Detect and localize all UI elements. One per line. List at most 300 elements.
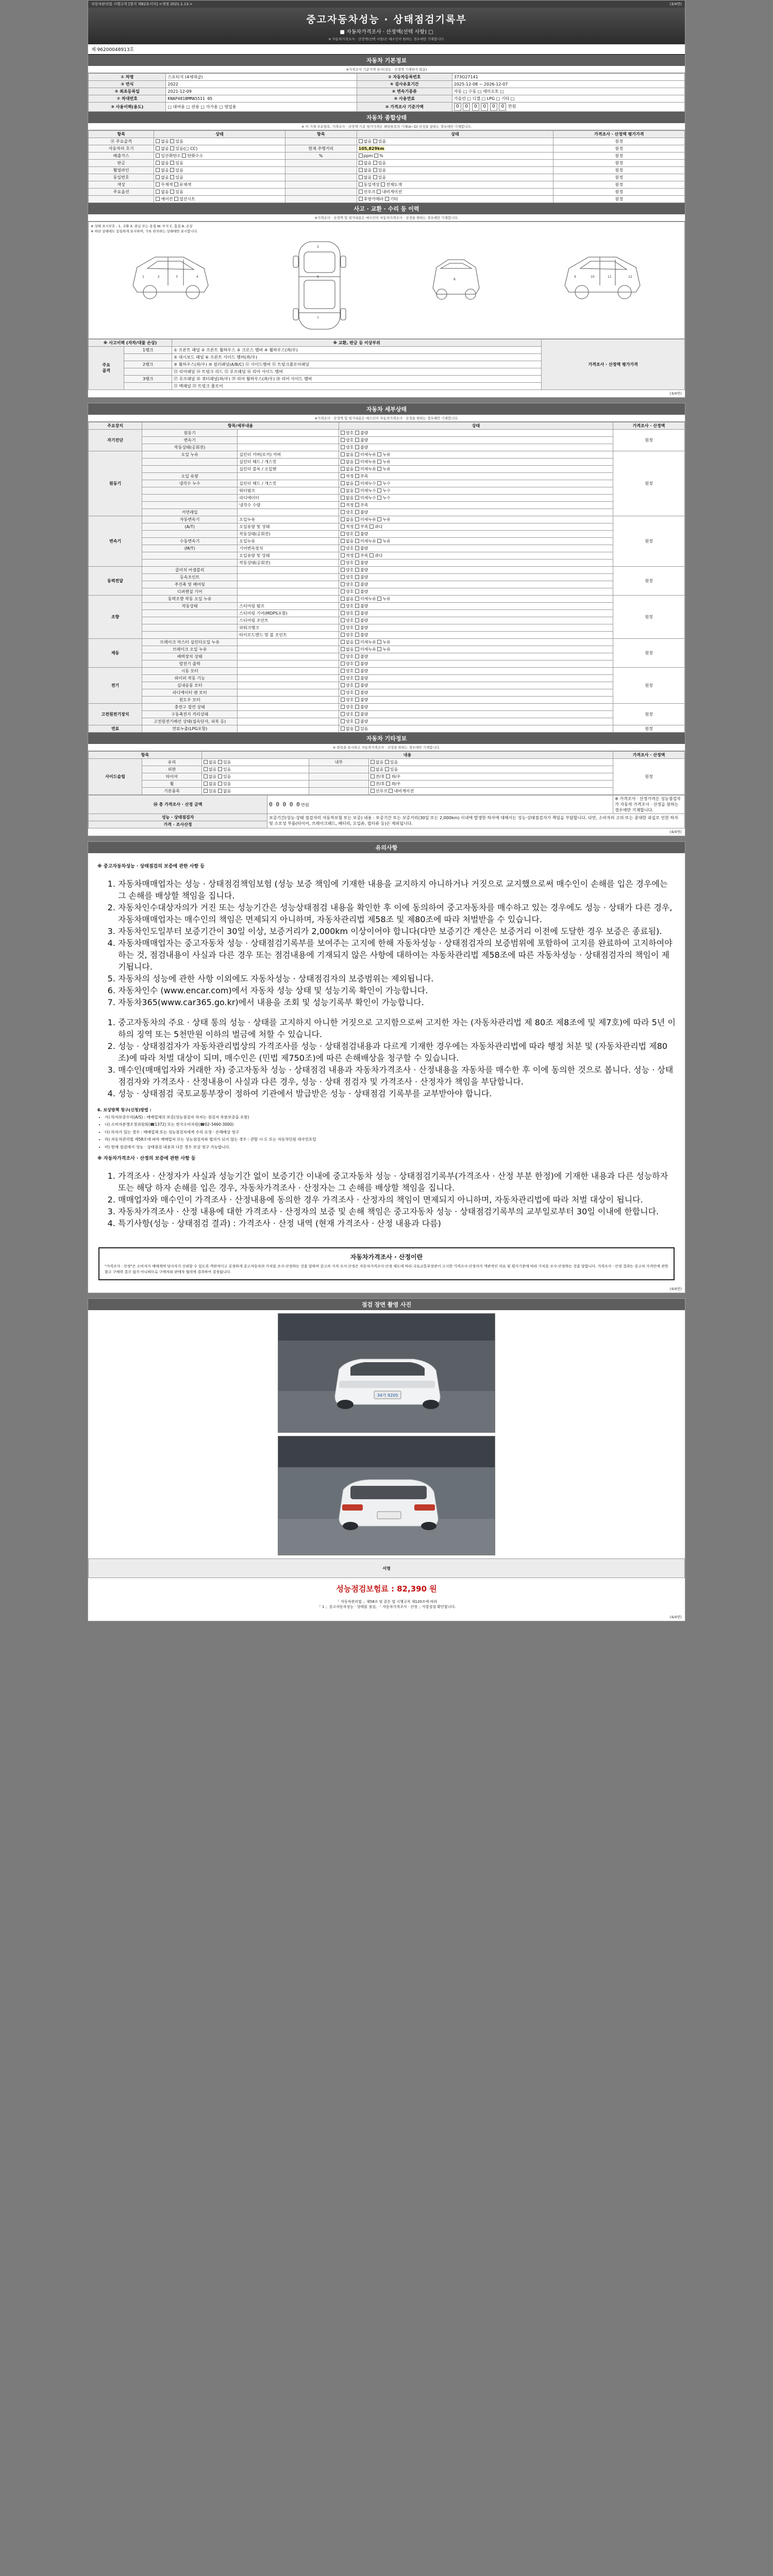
detail-sub-2-5: 오일유량 및 상태 bbox=[238, 552, 339, 559]
overall-state2-1[interactable]: 105,829km bbox=[357, 145, 553, 152]
overall-state-6[interactable]: 무채색 유채색 bbox=[154, 181, 285, 189]
signature-table bbox=[88, 1558, 685, 1578]
detail-item-2-2 bbox=[142, 530, 238, 537]
overall-state2-4[interactable]: 없음 있음 bbox=[357, 167, 553, 174]
etc-item-4: 기본품목 bbox=[142, 787, 202, 794]
etc-state-4[interactable]: 있음 없음 bbox=[201, 787, 309, 794]
overall-state2-2[interactable]: ppm % bbox=[357, 152, 553, 160]
notice-item-c-1: 2. 매매업자와 매수인이 가격조사 · 산정내용에 동의한 경우 가격조사 · 산정자의 책임이 면제되지 아니하며, 자동차관리법에 따라 처벌 대상이 됩니다. bbox=[118, 1193, 676, 1205]
digit-box-0: 0 bbox=[454, 103, 461, 111]
accident-history-title: ※ 사고이력 (자차/대물 손상) bbox=[89, 339, 172, 346]
col-header-price: 가격조사 · 산정액 bbox=[613, 422, 685, 429]
detail-state-1-2[interactable]: 없음 미세누유 누유 bbox=[339, 465, 613, 472]
col-header-2: 항목 bbox=[285, 131, 357, 138]
car-front-diagram bbox=[425, 236, 487, 314]
overall-state2-8[interactable]: 후방카메라 기타 bbox=[357, 196, 553, 203]
table-row bbox=[89, 509, 685, 516]
table-row bbox=[89, 451, 685, 458]
overall-item2-2: % bbox=[285, 152, 357, 160]
digit-box-3: 0 bbox=[481, 103, 488, 111]
section-etc-bar: 자동차 기타정보 bbox=[88, 733, 685, 744]
overall-item2-7 bbox=[285, 189, 357, 196]
etc-item-1: 외판 bbox=[142, 766, 202, 773]
detail-state-1-4[interactable]: 없음 미세누수 누수 bbox=[339, 480, 613, 487]
detail-state-3-1[interactable]: 양호 불량 bbox=[339, 573, 613, 581]
detail-item-6-4: 윈도우 모터 bbox=[142, 696, 238, 703]
detail-state-2-3[interactable]: 없음 미세누유 누유 bbox=[339, 537, 613, 545]
detail-item-7-1: 구동축전지 격리상태 bbox=[142, 710, 238, 718]
etc-state2-0[interactable]: 없음 있음 bbox=[368, 758, 613, 766]
detail-state-1-5[interactable]: 없음 미세누수 누수 bbox=[339, 487, 613, 494]
svg-text:6: 6 bbox=[317, 275, 320, 279]
detail-state-3-2[interactable]: 양호 불량 bbox=[339, 581, 613, 588]
detail-state-1-6[interactable]: 없음 미세누수 누수 bbox=[339, 494, 613, 501]
detail-sub-2-2: 작동상태(공회전) bbox=[238, 530, 339, 537]
legal-footer-line2: 「 1 」중고자동차성능 · 상태를 점검, 「 자동차가격조사 · 산정 」사항검검 확인합니다. bbox=[317, 1605, 456, 1609]
overall-state2-6[interactable]: 동일색상 전체도색 bbox=[357, 181, 553, 189]
section-detail-bar: 자동차 세부상태 bbox=[88, 403, 685, 415]
frame-items-1: ⑤ 대시보드 패널 ⑥ 프론트 사이드 멤버(좌/우) bbox=[172, 353, 541, 361]
svg-text:2: 2 bbox=[157, 275, 160, 279]
unit-label: 만원 bbox=[508, 104, 516, 109]
etc-state-1[interactable]: 없음 있음 bbox=[201, 766, 309, 773]
table-row bbox=[89, 787, 685, 794]
notice-item-4: 5. 자동차의 성능에 관한 사항 이외에도 자동차성능 · 상태점검자의 보증범위는 제외됩니다. bbox=[118, 972, 676, 984]
overall-state-4[interactable]: 없음 있음 bbox=[154, 167, 285, 174]
document-title: 중고자동차성능 · 상태점검기록부 bbox=[306, 14, 467, 25]
overall-item-2: 배출가스 bbox=[89, 152, 154, 160]
table-row bbox=[89, 689, 685, 696]
detail-state-2-5[interactable]: 적정 부족 과다 bbox=[339, 552, 613, 559]
detail-group-7: 고전원전기장치 bbox=[89, 703, 142, 725]
overall-state-0[interactable]: 없음 있음 bbox=[154, 138, 285, 145]
etc-item-2: 타이어 bbox=[142, 773, 202, 780]
notice-list-1 bbox=[97, 877, 676, 1008]
overall-state2-7[interactable]: 선루프 내비게이션 bbox=[357, 189, 553, 196]
detail-item-5-3: 발전기 출력 bbox=[142, 660, 238, 667]
detail-price-3: 원정 bbox=[613, 566, 685, 595]
inspection-photo-rear bbox=[278, 1436, 495, 1555]
detail-item-0-0: 원동기 bbox=[142, 429, 238, 436]
claim-item-4: • 마) 현재 점검에서 성능 · 상태점검 내용과 다른 경우 보상 청구 가능합니다. bbox=[105, 1144, 676, 1150]
total-unit: 만원 bbox=[301, 802, 309, 807]
detail-state-2-0[interactable]: 없음 미세누유 누유 bbox=[339, 516, 613, 523]
detail-item-6-3: 라디에이터 팬 모터 bbox=[142, 689, 238, 696]
detail-item-2-4: (M/T) bbox=[142, 545, 238, 552]
detail-item-2-3: 수동변속기 bbox=[142, 537, 238, 545]
total-price-table bbox=[88, 795, 685, 828]
notice-item-b-1: 2. 성능 · 상태점검자가 자동차관리법상의 가격조사를 성능 · 상태점검내용과 다르게 기재한 경우에는 자동차관리법에 따라 행정 처분 및 (자동차관리법 제80조)에 따라 처벌 대상이 되며, 매수인은 (민법 제750조)에 따른 손해배상을 청구할 수 있습니다. bbox=[118, 1040, 676, 1063]
detail-state-5-2[interactable]: 양호 불량 bbox=[339, 653, 613, 660]
signature-label: 서명 bbox=[89, 1559, 685, 1578]
etc-state2-2[interactable]: 전/후 좌/우 bbox=[368, 773, 613, 780]
car-diagram-group bbox=[91, 234, 682, 336]
detail-sub-1-0: 실린더 커버(로커) 커버 bbox=[238, 451, 339, 458]
price-survey-definition-box bbox=[98, 1247, 675, 1280]
svg-text:10: 10 bbox=[591, 275, 595, 279]
detail-sub-1-4: 실린더 헤드 / 개스킷 bbox=[238, 480, 339, 487]
detail-state-table bbox=[88, 422, 685, 733]
col-header-0: 항목 bbox=[89, 131, 154, 138]
overall-price-3: 원정 bbox=[553, 160, 685, 167]
notice-item-b-3: 4. 성능 · 상태점검 국토교통부장이 정하여 기관에서 발급받은 성능 · 상태점검 기록부를 교부받아야 합니다. bbox=[118, 1087, 676, 1099]
table-row bbox=[89, 758, 685, 766]
overall-item-4: 휠얼라인 bbox=[89, 167, 154, 174]
sheet-detail bbox=[88, 403, 685, 836]
detail-state-3-3[interactable]: 양호 불량 bbox=[339, 588, 613, 595]
claim-item-3: • 라) 자동차관리법 제58조에 따라 매매업자 또는 성능점검자와 협의가 되지 않는 경우 : 관할 시·도 또는 자동차민원 대국민포털 bbox=[105, 1137, 676, 1143]
overall-state2-5[interactable]: 없음 있음 bbox=[357, 174, 553, 181]
detail-item-3-3: 디퍼렌셜 기어 bbox=[142, 588, 238, 595]
overall-item2-5 bbox=[285, 174, 357, 181]
notice-list-3 bbox=[97, 1170, 676, 1229]
detail-sub-6-0 bbox=[238, 667, 339, 674]
digit-box-4: 0 bbox=[490, 103, 497, 111]
field-value-regnum: 373O27141 bbox=[452, 74, 684, 81]
definition-title: 자동차가격조사 · 산정이란 bbox=[350, 1253, 423, 1261]
field-label-firstreg: ⑤ 최초등록일 bbox=[89, 88, 166, 95]
table-row bbox=[89, 624, 685, 631]
frame-rank-2: 2랭크 bbox=[124, 361, 172, 368]
fee-label-2: 가격 · 조사산정 bbox=[89, 821, 267, 828]
sheet4-page-foot: (4/4면) bbox=[669, 1615, 682, 1619]
detail-state-8-0[interactable]: 없음 있음 bbox=[339, 725, 613, 732]
detail-state-5-0[interactable]: 없음 미세누유 누유 bbox=[339, 638, 613, 646]
notice-item-b-0: 1. 중고자동차의 주요 · 상태 통의 성능 · 상태를 고지하지 아니한 거짓으로 고지함으로써 고지한 자는 (자동차관리법 제 80조 제8조에 및 제7호)에 따라 5년 이하의 징역 또는 5천만원 이하의 벌금에 처할 수 있습니다. bbox=[118, 1016, 676, 1040]
table-header-row bbox=[89, 131, 685, 138]
table-row bbox=[89, 152, 685, 160]
detail-item-8-0: 연료누출(LPG포함) bbox=[142, 725, 238, 732]
detail-state-4-1[interactable]: 양호 불량 bbox=[339, 602, 613, 609]
table-row bbox=[89, 429, 685, 436]
table-row bbox=[89, 145, 685, 152]
fee-label: 성능점검보험료 : bbox=[336, 1584, 395, 1594]
detail-price-7: 원정 bbox=[613, 703, 685, 725]
svg-text:1: 1 bbox=[142, 275, 144, 279]
detail-state-6-3[interactable]: 양호 불량 bbox=[339, 689, 613, 696]
table-row bbox=[89, 160, 685, 167]
detail-state-5-3[interactable]: 양호 불량 bbox=[339, 660, 613, 667]
overall-state-1[interactable]: 없음 있음(□ CC) bbox=[154, 145, 285, 152]
frame-rank-1 bbox=[124, 353, 172, 361]
notice-body bbox=[88, 853, 685, 1242]
accident-history-table bbox=[88, 339, 685, 390]
etc-col-header-2: 가격조사 · 산정액 bbox=[613, 751, 685, 758]
detail-item-3-2: 추진축 및 베어링 bbox=[142, 581, 238, 588]
detail-sub-4-4: 파워크랭크 bbox=[238, 624, 339, 631]
section-accident-note: ※가격조사 · 산정액 및 평가내용은 매수인이 자동차가격조사 · 산정을 원하는 경우에만 기재합니다. bbox=[88, 214, 685, 222]
detail-item-7-0: 충전구 절연 상태 bbox=[142, 703, 238, 710]
etc-state2-3[interactable]: 전/후 좌/우 bbox=[368, 780, 613, 787]
detail-price-5: 원정 bbox=[613, 638, 685, 667]
detail-sub-4-0 bbox=[238, 595, 339, 602]
overall-item-1: 자동차의 호기 bbox=[89, 145, 154, 152]
section-detail-note: ※가격조사 · 산정액 및 평가내용은 매수인이 자동차가격조사 · 산정을 원하는 경우에만 기재합니다. bbox=[88, 415, 685, 422]
detail-state-1-3[interactable]: 적정 부족 bbox=[339, 472, 613, 480]
table-row bbox=[89, 74, 685, 81]
table-row bbox=[89, 480, 685, 487]
detail-state-1-8[interactable]: 양호 불량 bbox=[339, 509, 613, 516]
table-row bbox=[89, 494, 685, 501]
detail-item-1-0: 오일 누유 bbox=[142, 451, 238, 458]
table-row bbox=[89, 780, 685, 787]
detail-group-4: 조향 bbox=[89, 595, 142, 638]
svg-text:7: 7 bbox=[317, 316, 320, 320]
table-row bbox=[89, 339, 685, 346]
table-row bbox=[89, 196, 685, 203]
notice-list-2 bbox=[97, 1016, 676, 1099]
overall-table bbox=[88, 130, 685, 203]
detail-state-2-4[interactable]: 양호 불량 bbox=[339, 545, 613, 552]
overall-item2-0 bbox=[285, 138, 357, 145]
detail-state-1-7[interactable]: 적정 부족 bbox=[339, 501, 613, 509]
detail-state-1-1[interactable]: 없음 미세누유 누유 bbox=[339, 458, 613, 465]
detail-group-8: 연료 bbox=[89, 725, 142, 732]
diagram-legend-1: ※ 하단 상태에도 동일하게 표시하며, 기록 위치하는 상태에만 표시합니다. bbox=[91, 229, 198, 233]
detail-sub-6-3 bbox=[238, 689, 339, 696]
detail-state-3-0[interactable]: 양호 불량 bbox=[339, 566, 613, 573]
table-row bbox=[89, 530, 685, 537]
detail-sub-7-1 bbox=[238, 710, 339, 718]
detail-group-5: 제동 bbox=[89, 638, 142, 667]
detail-sub-4-3: 스티어링 조인트 bbox=[238, 617, 339, 624]
detail-state-2-2[interactable]: 양호 불량 bbox=[339, 530, 613, 537]
frame-items-2: ⑨ 휠하우스(좌/우) ⑩ 필러패널(A/B/C) ⑪ 사이드멤버 ⑫ 트렁크플로어패널 bbox=[172, 361, 541, 368]
detail-group-1: 원동기 bbox=[89, 451, 142, 516]
etc-state2-1[interactable]: 없음 있음 bbox=[368, 766, 613, 773]
svg-text:12: 12 bbox=[628, 275, 632, 279]
table-row bbox=[89, 696, 685, 703]
checkbox-usehist-0[interactable]: □ 대여용 bbox=[167, 105, 185, 109]
overall-state-3[interactable]: 없음 있음 bbox=[154, 160, 285, 167]
detail-item-0-1: 변속기 bbox=[142, 436, 238, 444]
detail-state-7-0[interactable]: 양호 불량 bbox=[339, 703, 613, 710]
detail-sub-1-7: 냉각수 수량 bbox=[238, 501, 339, 509]
overall-state-7[interactable]: 없음 있음 bbox=[154, 189, 285, 196]
etc-state2-4[interactable]: 선루프 내비게이션 bbox=[368, 787, 613, 794]
detail-state-0-0[interactable]: 양호 불량 bbox=[339, 429, 613, 436]
detail-state-6-4[interactable]: 양호 불량 bbox=[339, 696, 613, 703]
svg-text:11: 11 bbox=[608, 275, 612, 279]
detail-item-5-0: 브레이크 마스터 실린더오일 누유 bbox=[142, 638, 238, 646]
etc-state-3[interactable]: 없음 있음 bbox=[201, 780, 309, 787]
table-row bbox=[89, 552, 685, 559]
field-value-fuel: 가솔린 □ 디젤 □ LPG □ 기타 □ bbox=[452, 95, 684, 103]
detail-state-6-0[interactable]: 양호 불량 bbox=[339, 667, 613, 674]
table-row bbox=[89, 766, 685, 773]
fee-area bbox=[88, 1578, 685, 1599]
table-row bbox=[89, 81, 685, 88]
overall-price-0: 원정 bbox=[553, 138, 685, 145]
claim-method-head: 6. 보상방책 청구(신청)방법 : bbox=[97, 1107, 152, 1112]
legal-footer bbox=[88, 1599, 685, 1614]
digit-box-1: 0 bbox=[463, 103, 470, 111]
table-row bbox=[89, 1559, 685, 1578]
field-label-inspection: ④ 검사유효기간 bbox=[357, 81, 452, 88]
table-row bbox=[89, 609, 685, 617]
fee-unit: 원 bbox=[429, 1584, 437, 1594]
sheet1-page-foot: (3/4면) bbox=[669, 391, 682, 396]
detail-state-0-2[interactable]: 양호 불량 bbox=[339, 444, 613, 451]
notice-item-1: 2. 자동차인수대상자의가 거진 또는 성능기간은 성능상태점검 내용을 확인한 후 이에 동의하여 중고자동차를 매수하고 있는 경우에도 성능 · 상태가 다른 경우, 자동차매매업자는 매수인의 책임은 면제되지 아니하며, 자동차관리법 제58조 및 제80조에 따라 처벌받을 수 있습니다. bbox=[118, 901, 676, 925]
detail-item-4-1: 작동상태 bbox=[142, 602, 238, 609]
detail-sub-6-1 bbox=[238, 674, 339, 682]
col-header-device: 주요장치 bbox=[89, 422, 142, 429]
detail-sub-4-2: 스티어링 기어(MDPS포함) bbox=[238, 609, 339, 617]
overall-state2-3[interactable]: 없음 있음 bbox=[357, 160, 553, 167]
detail-item-4-4 bbox=[142, 624, 238, 631]
detail-sub-3-1 bbox=[238, 573, 339, 581]
table-row bbox=[89, 436, 685, 444]
detail-state-1-0[interactable]: 없음 미세누유 누유 bbox=[339, 451, 613, 458]
detail-state-7-2[interactable]: 양호 불량 bbox=[339, 718, 613, 725]
detail-state-4-2[interactable]: 양호 불량 bbox=[339, 609, 613, 617]
detail-item-7-2: 고전원전기배선 상태(접속단자, 피복 등) bbox=[142, 718, 238, 725]
checkbox-usehist-1[interactable]: □ 관용 bbox=[186, 105, 199, 109]
detail-sub-2-1: 오일유량 및 상태 bbox=[238, 523, 339, 530]
detail-state-4-3[interactable]: 양호 불량 bbox=[339, 617, 613, 624]
notice-title-bar: 유의사항 bbox=[88, 842, 685, 853]
etc-state-0[interactable]: 없음 있음 bbox=[201, 758, 309, 766]
overall-price-2: 원정 bbox=[553, 152, 685, 160]
table-row bbox=[89, 472, 685, 480]
diagram-legend-0: ※ 상태 표시부호 : 1. 교환 X. 판금 또는 용접 W. 부식 C. 흠집 A. 손상 bbox=[91, 224, 193, 228]
frame-rank-4: 3랭크 bbox=[124, 375, 172, 382]
overall-item-6: 색상 bbox=[89, 181, 154, 189]
detail-sub-4-1: 스티어링 펌프 bbox=[238, 602, 339, 609]
detail-item-2-1: (A/T) bbox=[142, 523, 238, 530]
checkbox-usehist-3[interactable]: □ 영업용 bbox=[219, 105, 237, 109]
detail-state-4-0[interactable]: 없음 미세누유 누유 bbox=[339, 595, 613, 602]
etc-state-2[interactable]: 없음 있음 bbox=[201, 773, 309, 780]
table-row bbox=[89, 646, 685, 653]
overall-price-5: 원정 bbox=[553, 174, 685, 181]
detail-state-5-1[interactable]: 없음 미세누유 누유 bbox=[339, 646, 613, 653]
field-value-year: 2022 bbox=[166, 81, 357, 88]
detail-group-2: 변속기 bbox=[89, 516, 142, 566]
detail-price-8: 원정 bbox=[613, 725, 685, 732]
detail-sub-5-1 bbox=[238, 646, 339, 653]
detail-price-6: 원정 bbox=[613, 667, 685, 703]
detail-item-1-7 bbox=[142, 501, 238, 509]
detail-sub-1-2: 실린더 블록 / 오일팬 bbox=[238, 465, 339, 472]
car-side-left-diagram bbox=[127, 236, 214, 314]
detail-price-0: 원정 bbox=[613, 429, 685, 451]
notice-item-b-2: 3. 매수인(매매업자와 거래한 자) 중고자동차 성능 · 상태점검 내용과 자동차가격조사 · 산정내용을 자동차를 매수한 후 이에 동의한 것으로 봅니다. 성능 · 상태 점검자와 가격조사 · 산정내용이 사실과 다른 경우, 성능 · 상태 점검자 및 가격조사 · 산정자가 책임을 부담합니다. bbox=[118, 1063, 676, 1087]
field-value-firstreg: 2021-12-09 bbox=[166, 88, 357, 95]
notice-item-c-0: 1. 가격조사 · 산정자가 사실과 성능기간 없이 보증기간 이내에 중고자동차 성능 · 상태점검기록부(가격조사 · 산정 부분 한정)에 기재한 내용과 다른 성능하자 또는 해당 하자 손해를 입은 경우, 자동차가격조사 · 산정자는 그 손해를 배상할 책임을 집니다. bbox=[118, 1170, 676, 1193]
overall-state-8[interactable]: 에어컨 열선시트 bbox=[154, 196, 285, 203]
sheet3-page-foot: (4/4면) bbox=[669, 1287, 682, 1291]
svg-text:34가 9205: 34가 9205 bbox=[377, 1393, 398, 1398]
frame-group-label: 주요 골격 bbox=[89, 346, 124, 389]
detail-group-0: 자기진단 bbox=[89, 429, 142, 451]
notice-item-0: 1. 자동차매매업자는 성능 · 상태점검책임보험 (성능 보증 책임에 기재한 내용을 교지하지 아니하거나 거짓으로 교지했으로써 매수인이 손해를 입은 경우에는 그 손해를 배상할 책임을 집니다. bbox=[118, 877, 676, 901]
detail-state-4-4[interactable]: 양호 불량 bbox=[339, 624, 613, 631]
detail-state-4-5[interactable]: 양호 불량 bbox=[339, 631, 613, 638]
table-row bbox=[89, 682, 685, 689]
sheet2-page-foot: (4/4면) bbox=[669, 829, 682, 834]
notice-item-6: 7. 자동차365(www.car365.go.kr)에서 내용을 조회 및 성능기록부 확인이 가능합니다. bbox=[118, 996, 676, 1008]
field-value-inspection: 2025-12-08 ~ 2026-12-07 bbox=[452, 81, 684, 88]
table-row bbox=[89, 795, 685, 814]
frame-items-3: ⑬ 리어패널 ⑭ 트렁크 리드 ⑮ 루프패널 ⑯ 리어 사이드 멤버 bbox=[172, 368, 541, 375]
table-row bbox=[89, 595, 685, 602]
detail-state-7-1[interactable]: 양호 불량 bbox=[339, 710, 613, 718]
etc-table bbox=[88, 751, 685, 795]
detail-price-2: 원정 bbox=[613, 516, 685, 566]
detail-item-3-0: 클러치 어셈블리 bbox=[142, 566, 238, 573]
frame-items-0: ① 프론트 패널 ② 프론트 휠하우스 ③ 크로스 멤버 ④ 휠하우스(좌/우) bbox=[172, 346, 541, 353]
sheet-basic bbox=[88, 0, 685, 398]
table-row bbox=[89, 516, 685, 523]
total-label: ⑭ 총 가격조사 · 산정 금액 bbox=[89, 795, 267, 814]
detail-price-4: 원정 bbox=[613, 595, 685, 638]
checkbox-usehist-2[interactable]: □ 자가용 bbox=[200, 105, 218, 109]
table-row bbox=[89, 523, 685, 530]
overall-item2-1: 현재 주행거리 bbox=[285, 145, 357, 152]
table-row bbox=[89, 602, 685, 609]
table-row bbox=[89, 559, 685, 566]
detail-sub-3-3 bbox=[238, 588, 339, 595]
detail-state-6-1[interactable]: 양호 불량 bbox=[339, 674, 613, 682]
overall-state-5[interactable]: 없음 있음 bbox=[154, 174, 285, 181]
detail-sub-6-4 bbox=[238, 696, 339, 703]
document-subtitle: ■ 자동차가격조사 · 산정액(선택 사항) □ bbox=[340, 29, 433, 35]
detail-sub-1-6: 라디에이터 bbox=[238, 494, 339, 501]
overall-state2-0[interactable]: 없음 있음 bbox=[357, 138, 553, 145]
table-row bbox=[89, 88, 685, 95]
svg-text:8: 8 bbox=[453, 277, 456, 281]
notice-item-5: 6. 자동차인수 (www.encar.com)에서 자동차 성능 상태 및 성능기록 확인이 가능합니다. bbox=[118, 984, 676, 996]
detail-sub-7-2 bbox=[238, 718, 339, 725]
form-code: 자동차관리법 시행규칙 [별지 제82호서식] <개정 2021.1.13.> bbox=[91, 2, 193, 6]
section-overall-note: ※ 미 기재 주요항목. 가격조사 · 산정액 기준 평가가격은 해당항목의 기재(A~D) 선정을 참하는 경우에만 기재합니다. bbox=[88, 123, 685, 130]
detail-state-0-1[interactable]: 양호 불량 bbox=[339, 436, 613, 444]
fee-value: 82,390 bbox=[397, 1584, 427, 1594]
detail-item-5-1: 브레이크 오일 누유 bbox=[142, 646, 238, 653]
detail-item-4-0: 동력조향 작동 오일 누유 bbox=[142, 595, 238, 602]
notice-head-1: ※ 중고자동차성능 · 상태점검의 보증에 관한 사항 등 bbox=[97, 863, 205, 869]
etc-item2-1 bbox=[309, 766, 369, 773]
total-value-cell bbox=[267, 795, 613, 814]
notice-head-2: ※ 자동차가격조사 · 산정의 보증에 관한 사항 등 bbox=[97, 1156, 196, 1161]
detail-sub-0-1 bbox=[238, 436, 339, 444]
table-row bbox=[89, 725, 685, 732]
detail-sub-6-2 bbox=[238, 682, 339, 689]
detail-sub-5-3 bbox=[238, 660, 339, 667]
table-row bbox=[89, 718, 685, 725]
frame-items-4: ⑰ 루프패널 ⑱ 쿼터패널(좌/우) ⑲ 리어 휠하우스(좌/우) ⑳ 리어 사이드 멤버 bbox=[172, 375, 541, 382]
claim-item-2: • 다) 하자가 있는 경우 : 매매업체 또는 성능점검자에게 수리 요청 · 손해배상 청구 bbox=[105, 1129, 676, 1136]
table-row bbox=[89, 667, 685, 674]
detail-sub-2-3: 오일누유 bbox=[238, 537, 339, 545]
overall-item-0: ⑪ 주요골격 bbox=[89, 138, 154, 145]
etc-item2-3 bbox=[309, 780, 369, 787]
overall-state-2[interactable]: 일산화탄소 탄화수소 bbox=[154, 152, 285, 160]
detail-group-3: 동력전달 bbox=[89, 566, 142, 595]
detail-state-2-6[interactable]: 양호 불량 bbox=[339, 559, 613, 566]
detail-state-6-2[interactable]: 양호 불량 bbox=[339, 682, 613, 689]
sheet-photos bbox=[88, 1298, 685, 1621]
field-label-regnum: ② 자동차등록번호 bbox=[357, 74, 452, 81]
detail-item-1-4: 냉각수 누수 bbox=[142, 480, 238, 487]
section-overall-bar: 자동차 종합상태 bbox=[88, 112, 685, 123]
table-row bbox=[89, 674, 685, 682]
page-indicator: (3/4면) bbox=[669, 2, 682, 6]
detail-state-2-1[interactable]: 적정 부족 과다 bbox=[339, 523, 613, 530]
legal-footer-line1: 「 자동차관리법 」제58조 및 같은 법 시행규칙 제120조에 따라 bbox=[335, 1600, 438, 1604]
